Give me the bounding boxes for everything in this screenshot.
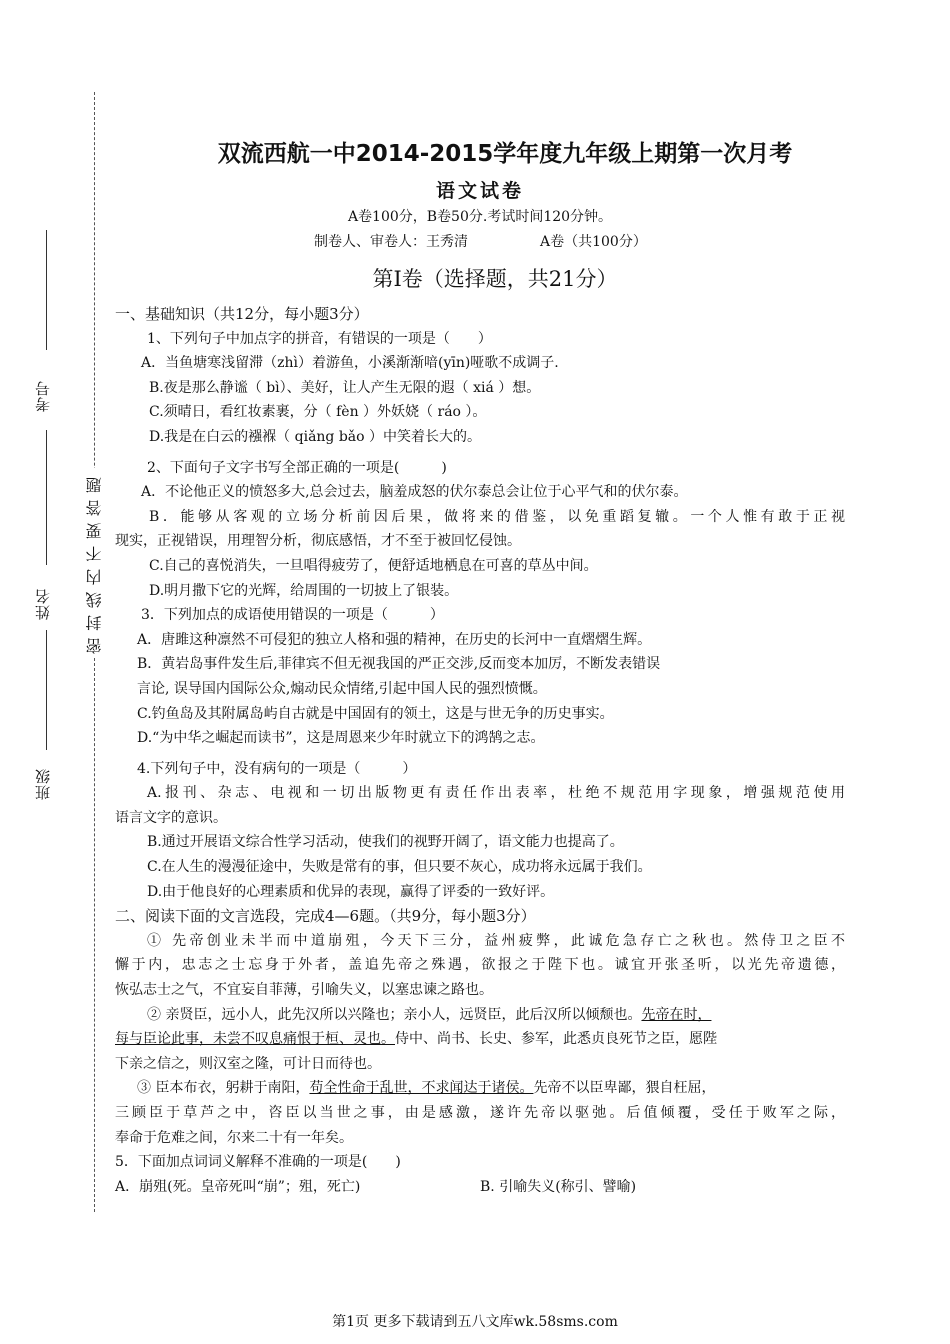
q2-option-d: D.明月撒下它的光辉，给周围的一切披上了银装。 [149,582,459,599]
name-label: 姓名 [34,588,52,620]
q5-option-b: B. 引喻失义(称引、譬喻) [480,1178,637,1195]
q1-stem: 1、下列句子中加点字的拼音，有错误的一项是（ ） [147,330,492,347]
exam-subtitle: 语文试卷 [435,180,524,202]
exam-content [115,302,845,1199]
passage2-underlined-b: 每与臣论此事，未尝不叹息痛恨于桓、灵也。 [115,1031,395,1048]
q3-option-c: C.钓鱼岛及其附属岛屿自古就是中国固有的领土，这是与世无争的历史事实。 [137,705,614,722]
q4-stem: 4.下列句子中，没有病句的一项是（ ） [137,760,417,777]
exam-no-label: 考号 [34,380,52,412]
passage3-line3: 奉命于危难之间，尔来二十有一年矣。 [115,1129,353,1146]
q4-option-b: B.通过开展语文综合性学习活动，使我们的视野开阔了，语文能力也提高了。 [147,834,624,851]
seal-warning: 密封线内不要答题 [85,470,104,654]
passage2-text-a: ② 亲贤臣，远小人，此先汉所以兴隆也；亲小人，远贤臣，此后汉所以倾颓也。 [147,1006,642,1023]
exam-no-line-bottom [46,430,47,565]
passage3-line1 [115,1076,845,1101]
q4-option-a-line2: 语言文字的意识。 [115,809,227,826]
passage1-line1: ① 先帝创业未半而中道崩殂，今天下三分，益州疲弊，此诚危急存亡之秋也。然侍卫之臣不 [147,932,845,949]
q2-option-b-line1: B．能够从客观的立场分析前因后果，做将来的借鉴，以免重蹈复辙。一个人惟有敢于正视 [149,508,845,525]
part-title: 第Ⅰ卷（选择题，共21分） [372,267,618,291]
exam-info-line1: A卷100分，B卷50分.考试时间120分钟。 [347,209,613,225]
q3-stem: 3．下列加点的成语使用错误的一项是（ ） [141,607,444,624]
exam-info-line2 [314,231,719,251]
q5-stem: 5．下面加点词词义解释不准确的一项是( ) [115,1154,401,1171]
q2-option-c: C.自己的喜悦消失，一旦唱得疲劳了，便舒适地栖息在可喜的草丛中间。 [149,557,598,574]
author-info: 制卷人、审卷人：王秀清 [314,234,468,250]
passage3-text-b: 先帝不以臣卑鄙，猥自枉屈， [533,1080,716,1097]
q1-option-b: B.夜是那么静谧（ bì）、美好，让人产生无限的遐（ xiá ）想。 [149,379,541,396]
passage1-line3: 恢弘志士之气，不宜妄自菲薄，引喻失义，以塞忠谏之路也。 [115,982,493,999]
part-a-info: A卷（共100分） [540,234,647,250]
q5-options [115,1175,845,1200]
section1-heading: 一、基础知识（共12分，每小题3分） [115,305,369,323]
passage2-line3: 下亲之信之，则汉室之隆，可计日而待也。 [115,1055,381,1072]
q4-option-a-line1: A.报刊、杂志、电视和一切出版物更有责任作出表率，杜绝不规范用字现象，增强规范使用 [147,785,845,802]
q3-option-d: D.“为中华之崛起而读书”，这是周恩来少年时就立下的鸿鹄之志。 [137,730,545,747]
q1-option-c: C.须晴日，看红妆素裹，分（ fèn ）外妖娆（ ráo ）。 [149,404,487,421]
q4-option-d: D.由于他良好的心理素质和优异的表现，赢得了评委的一致好评。 [147,883,555,900]
passage2-line1 [115,1003,845,1028]
passage1-line2: 懈于内，忠志之士忘身于外者，盖追先帝之殊遇，欲报之于陛下也。诚宜开张圣听，以光先帝遗德， [115,957,845,974]
passage2-line2 [115,1027,845,1052]
q3-option-b-line1: B．黄岩岛事件发生后,菲律宾不但无视我国的严正交涉,反而变本加厉，不断发表错误 [137,656,661,673]
passage2-underlined-a: 先帝在时， [641,1006,712,1023]
passage3-underlined: 苟全性命于乱世，不求闻达于诸侯。 [309,1080,534,1097]
section2-heading: 二、阅读下面的文言选段，完成4—6题。（共9分，每小题3分） [115,907,536,926]
passage3-line2: 三顾臣于草芦之中，咨臣以当世之事，由是感激，遂许先帝以驱弛。后值倾覆，受任于败军之际， [115,1105,845,1121]
passage3-text-a: ③ 臣本布衣，躬耕于南阳， [137,1080,310,1097]
q2-option-b-line2: 现实，正视错误，用理智分析，彻底感悟，才不至于被回忆侵蚀。 [115,533,521,550]
class-label: 班级 [34,768,52,800]
q3-option-a: A．唐雎这种凛然不可侵犯的独立人格和强的精神，在历史的长河中一直熠熠生辉。 [137,631,652,648]
q5-option-a: A．崩殂(死。皇帝死叫“崩”；殂，死亡) [115,1178,361,1195]
passage2-text-b: 侍中、尚书、长史、参军，此悉贞良死节之臣，愿陛 [395,1031,717,1048]
q1-option-a: A．当鱼塘寒浅留滞（zhì）着游鱼，小溪渐渐喑(yīn)哑歌不成调子. [141,355,559,372]
page-footer: 第1页 更多下载请到五八文库wk.58sms.com [332,1314,618,1330]
q2-option-a: A．不论他正义的愤怒多大,总会过去，脑羞成怒的伏尔泰总会让位于心平气和的伏尔泰。 [141,484,688,501]
q4-option-c: C.在人生的漫漫征途中，失败是常有的事，但只要不灰心，成功将永远属于我们。 [147,859,652,876]
q3-option-b-line2: 言论, 误导国内国际公众,煽动民众情绪,引起中国人民的强烈愤慨。 [137,680,547,697]
q2-stem: 2、下面句子文字书写全部正确的一项是( ) [147,459,447,476]
exam-title: 双流西航一中2014-2015学年度九年级上期第一次月考 [217,141,793,167]
q1-option-d: D.我是在白云的襁褓（ qiǎng bǎo ）中笑着长大的。 [149,428,482,445]
name-line [46,630,47,750]
